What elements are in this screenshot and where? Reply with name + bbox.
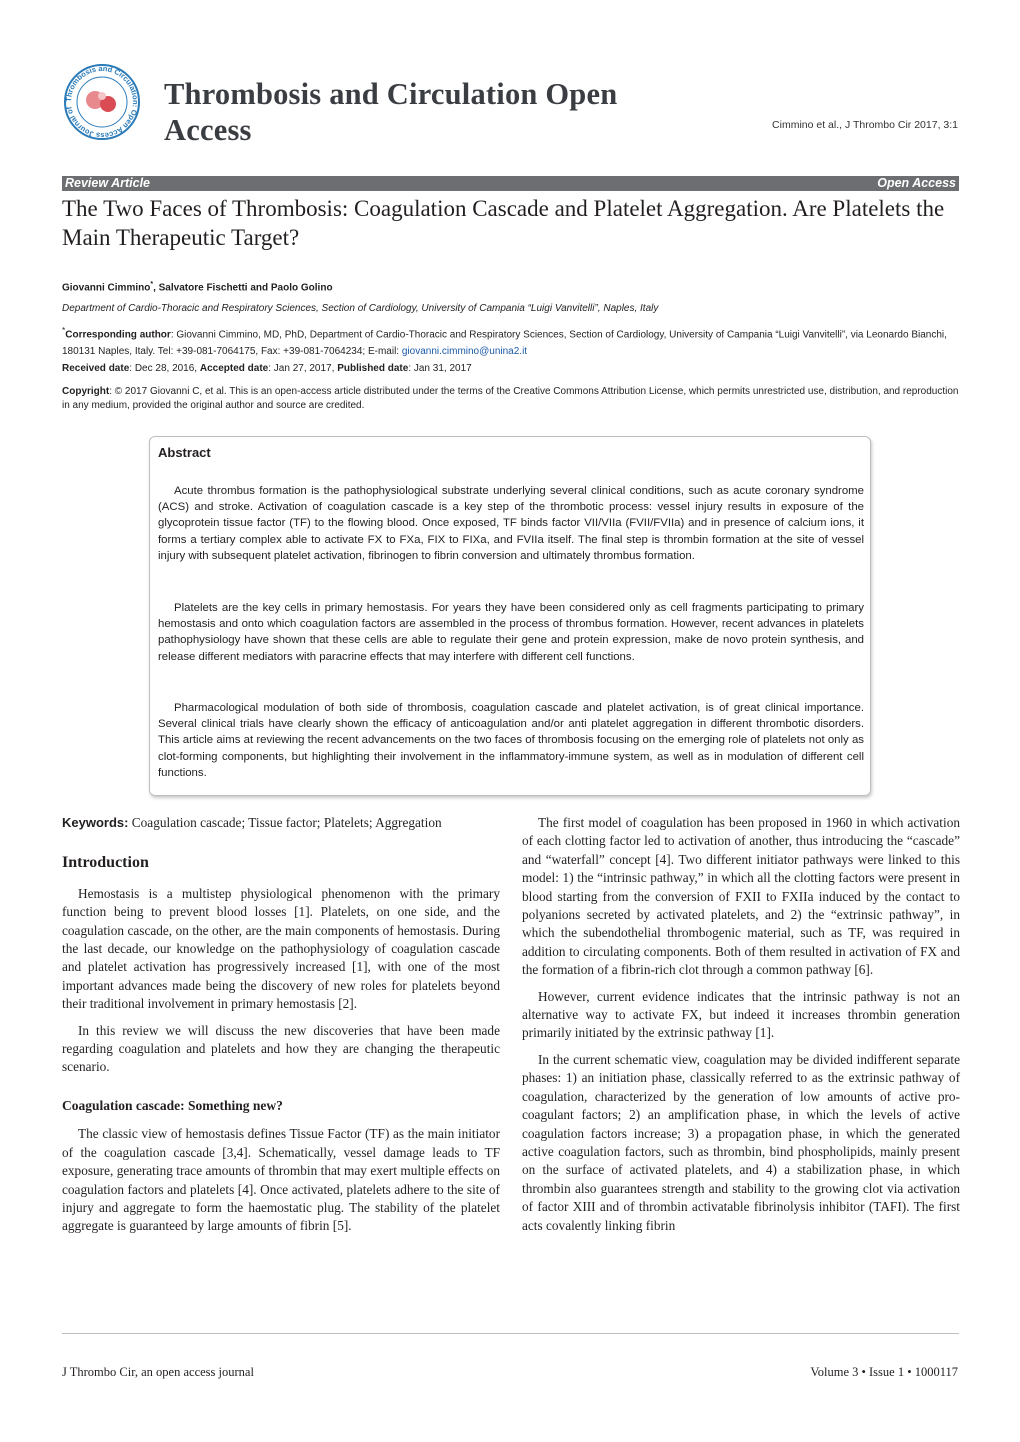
keywords bbox=[62, 814, 500, 832]
affiliation: Department of Cardio-Thoracic and Respiratory Sciences, Section of Cardiology, University of Campania “Luigi Vanvitelli”, Naples, Italy bbox=[62, 303, 659, 314]
abstract-box bbox=[149, 436, 871, 796]
abstract-paragraph-1: Acute thrombus formation is the pathophysiological substrate underlying several clinical conditions, such as acute coronary syndrome (ACS) and stroke. Activation of coagulation cascade is a key step of the thrombotic process: vessel injury results in exposure of the glycoprotein tissue factor (TF) to the flowing blood. Once exposed, TF binds factor VII/VIIa (FVII/FVIIa) and in presence of calcium ions, it forms a tertiary complex able to activate FX to FXa, FIX to FIXa, and FVIIa itself. The final step is thrombin formation at the site of vessel injury with subsequent platelet activation, fibrinogen to fibrin conversion and ultimately thrombus formation. bbox=[158, 485, 864, 562]
published-date: : Jan 31, 2017 bbox=[408, 363, 472, 374]
published-label: Published date bbox=[337, 363, 409, 374]
introduction-heading: Introduction bbox=[62, 854, 149, 872]
accepted-date: : Jan 27, 2017, bbox=[268, 363, 338, 374]
right-paragraph-1: The first model of coagulation has been proposed in 1960 in which activation of each clotting factor led to activation of another, thus introducing the “cascade” and “waterfall” concept [4]. Two different initiator pathways were linked to this model: 1) the “intrinsic pathway,” in which all the clotting factors were present in blood starting from the conversion of FXII to FXIIa induced by the contact to polyanions secreted by activated platelets, and 2) the “extrinsic pathway”, in which the subendothelial thrombogenic material, such as TF, was required in addition to circulating components. Both of them resulted in activation of FX and the formation of a fibrin-rich clot through a common pathway [6]. bbox=[522, 815, 960, 978]
logo-ring-text: Thrombosis and Circulation: Open Access Journal of bbox=[63, 63, 141, 141]
author-name: Giovanni Cimmino bbox=[62, 282, 151, 294]
footer-volume: Volume 3 • Issue 1 • 1000117 bbox=[810, 1365, 958, 1379]
abstract-paragraph-2: Platelets are the key cells in primary hemostasis. For years they have been considered only as cell fragments participating to primary hemostasis and onto which coagulation factors are assembled in the process of thrombus formation. However, recent advances in platelets pathophysiology have shown that these cells are able to regulate their gene and protein expression, make de novo protein synthesis, and release different mediators with paracrine effects that may interfere with different cell functions. bbox=[158, 602, 864, 663]
authors bbox=[62, 281, 333, 293]
corresponding-text: : Giovanni Cimmino, MD, PhD, Department of Cardio-Thoracic and Respiratory Sciences, Section of Cardiology, University of Campania “Luigi Vanvitelli”, via Leonardo Bianchi, 180131 Naples, Italy. Tel: +39-081-7064175, Fax: +39-081-7064234; E-mail: bbox=[62, 329, 947, 357]
coagulation-heading: Coagulation cascade: Something new? bbox=[62, 1097, 283, 1113]
citation: Cimmino et al., J Thrombo Cir 2017, 3:1 bbox=[772, 119, 958, 131]
abstract-paragraph-3: Pharmacological modulation of both side of thrombosis, coagulation cascade and platelet activation, is of great clinical importance. Several clinical trials have clearly shown the efficacy of anticoagulation and/or anti platelet aggregation in different thrombotic disorders. This article aims at reviewing the recent advancements on the two faces of thrombosis focusing on the emerging role of platelets not only as clot-forming components, but highlighting their involvement in the inflammatory-immune system, as well as in modulation of different cell functions. bbox=[158, 702, 864, 779]
email-link[interactable]: giovanni.cimmino@unina2.it bbox=[401, 345, 528, 357]
abstract-heading: Abstract bbox=[158, 445, 211, 460]
copyright-label: Copyright bbox=[62, 386, 110, 397]
article-title: The Two Faces of Thrombosis: Coagulation Cascade and Platelet Aggregation. Are Platelets the Main Therapeutic Target? bbox=[62, 196, 945, 250]
journal-logo bbox=[62, 62, 142, 142]
footer-journal: J Thrombo Cir, an open access journal bbox=[62, 1365, 254, 1379]
author-mark: * bbox=[150, 281, 154, 288]
dates bbox=[62, 363, 472, 374]
right-paragraph-2: However, current evidence indicates that the intrinsic pathway is not an alternative way to activate FX, but indeed it increases thrombin generation primarily initiated by the extrinsic pathway [1]. bbox=[522, 988, 960, 1041]
right-column bbox=[522, 814, 960, 1243]
copyright bbox=[62, 385, 960, 413]
article-type: Review Article bbox=[65, 176, 150, 190]
accepted-label: Accepted date bbox=[199, 363, 269, 374]
introduction-paragraph-2: In this review we will discuss the new discoveries that have been made regarding coagulation and platelets and how they are changing the therapeutic scenario. bbox=[62, 1022, 500, 1075]
journal-title-line1: Thrombosis and Circulation Open bbox=[164, 77, 618, 111]
corresponding-author bbox=[62, 322, 960, 360]
footer-divider bbox=[62, 1333, 959, 1334]
article-type-bar bbox=[62, 176, 959, 191]
keywords-text: Coagulation cascade; Tissue factor; Platelets; Aggregation bbox=[128, 815, 442, 830]
left-column bbox=[62, 814, 500, 1244]
access-type: Open Access bbox=[877, 176, 956, 190]
journal-title bbox=[164, 76, 684, 148]
corresponding-mark: * bbox=[62, 325, 66, 335]
journal-title-line2: Access bbox=[164, 113, 252, 147]
keywords-label: Keywords: bbox=[62, 815, 129, 830]
received-label: Received date bbox=[62, 363, 130, 374]
introduction-paragraph-1: Hemostasis is a multistep physiological phenomenon with the primary function being to prevent blood losses [1]. Platelets, on one side, and the coagulation cascade, on the other, are the main components of hemostasis. During the last decade, our knowledge on the pathophysiology of coagulation cascade and platelet activation has progressively increased [1], with one of the most important advances made being the discovery of new roles for platelets beyond their traditional involvement in primary hemostasis [2]. bbox=[62, 885, 500, 1012]
copyright-text: : © 2017 Giovanni C, et al. This is an open-access article distributed under the terms of the Creative Commons Attribution License, which permits unrestricted use, distribution, and reproduction in any medium, provided the original author and source are credited. bbox=[62, 386, 959, 411]
other-authors: , Salvatore Fischetti and Paolo Golino bbox=[153, 282, 333, 294]
right-paragraph-3: In the current schematic view, coagulation may be divided indifferent separate phases: 1) an initiation phase, classically referred to as the extrinsic pathway of coagulation, characterized by the generation of low amounts of active pro-coagulant factors; 2) an amplification phase, in which the levels of active coagulation factors increase; 3) a propagation phase, in which the generated active coagulation factors, such as thrombin, bind phospholipids, mainly present on the surface of activated platelets, and 4) a stabilization phase, in which thrombin also guarantees strength and stability to the growing clot via activation of factor XIII and of thrombin activatable fibrinolysis inhibitor (TAFI). The first acts covalently linking fibrin bbox=[522, 1051, 960, 1233]
received-date: : Dec 28, 2016, bbox=[129, 363, 200, 374]
coagulation-paragraph-1: The classic view of hemostasis defines Tissue Factor (TF) as the main initiator of the coagulation cascade [3,4]. Schematically, vessel damage leads to TF exposure, generating trace amounts of thrombin that may exert multiple effects on coagulation factors and platelets [4]. Once activated, platelets adhere to the site of injury and aggregate to form the haemostatic plug. The stability of the platelet aggregate is guaranteed by large amounts of fibrin [5]. bbox=[62, 1126, 500, 1234]
corresponding-label: Corresponding author bbox=[65, 329, 171, 341]
